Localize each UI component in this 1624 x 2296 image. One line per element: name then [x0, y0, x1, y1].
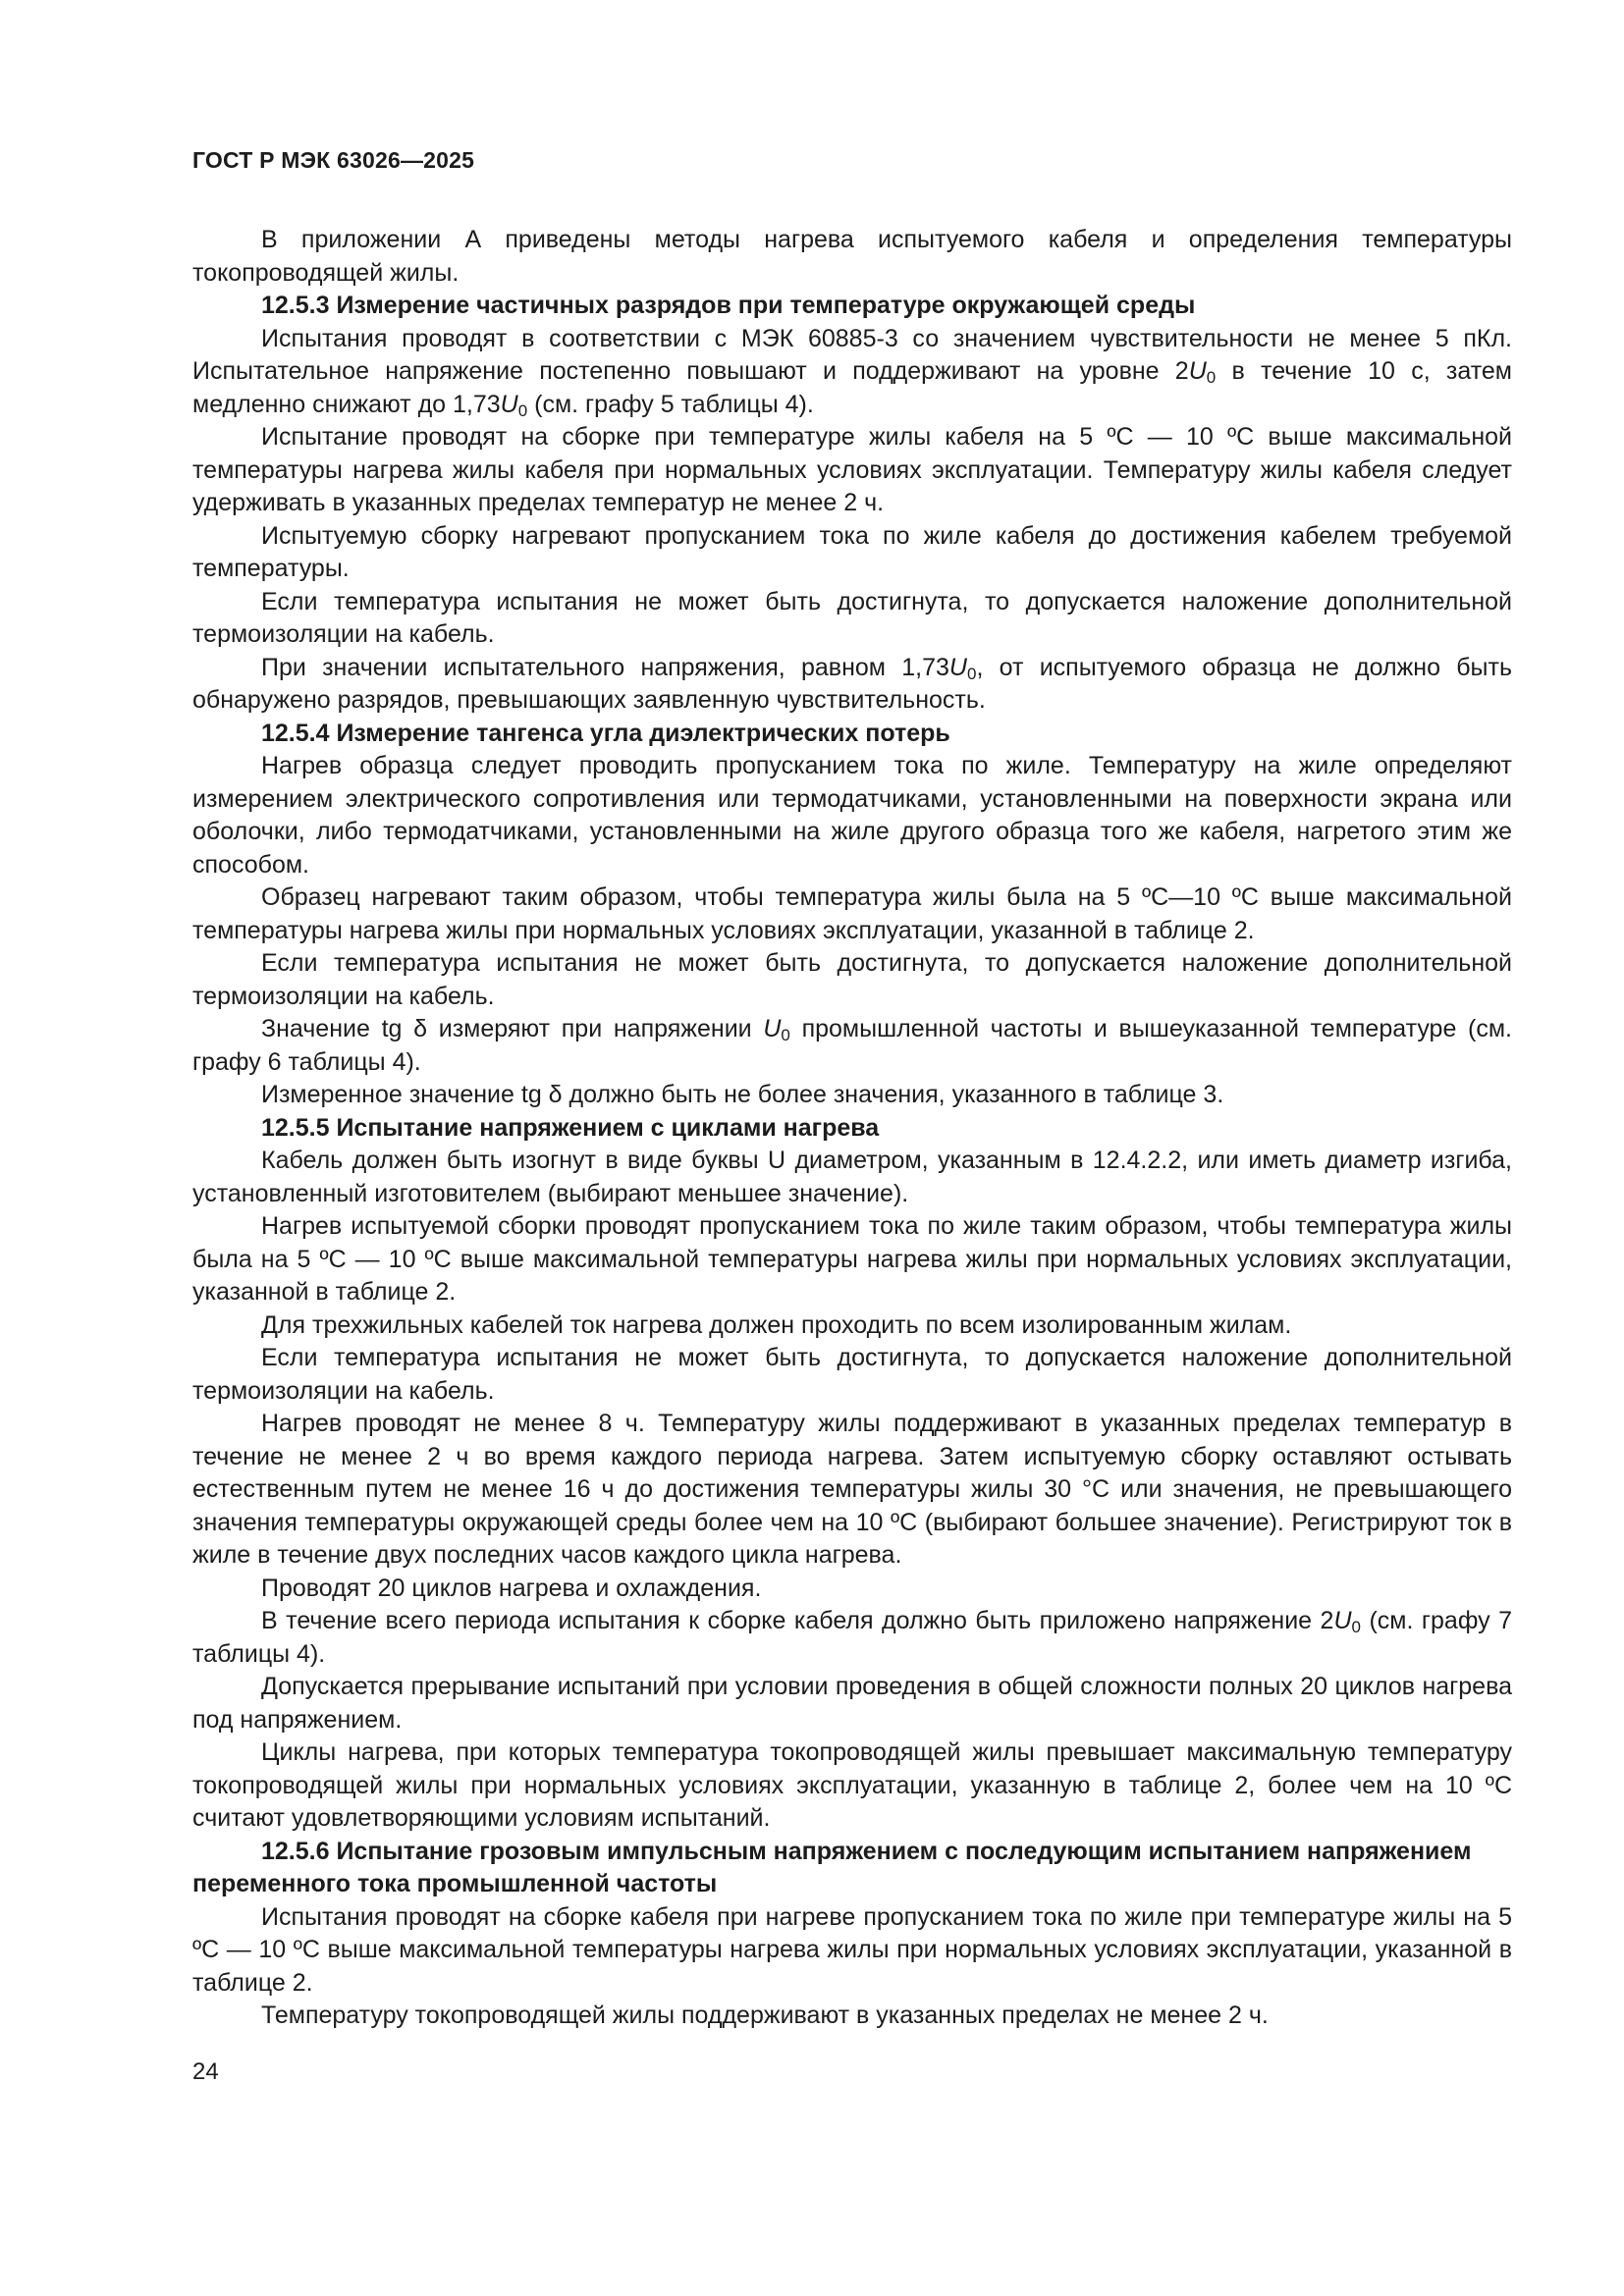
paragraph-pd-test-voltage: Испытания проводят в соответствии с МЭК 60885-3 со значением чувствительности не менее 5 пКл. Испытательное напряжение постепенно повышают и поддерживают на уровне $2U_0$ в течение 10 с, затем медленно снижают до $1,73U_0$ (см. графу 5 таблицы 4).: [192, 324, 1512, 420]
paragraph-tand-temperature: Образец нагревают таким образом, чтобы температура жилы была на 5 ºC—10 ºC выше максимальной температуры нагрева жилы при нормальных условиях эксплуатации, указанной в таблице 2.: [192, 883, 1512, 944]
section-heading-12-5-3: 12.5.3 Измерение частичных разрядов при температуре окружающей среды: [261, 292, 1196, 319]
paragraph-cycle-interruption: Допускается прерывание испытаний при условии проведения в общей сложности полных 20 циклов нагрева под напряжением.: [192, 1673, 1512, 1734]
section-heading-12-5-5: 12.5.5 Испытание напряжением с циклами нагрева: [261, 1113, 880, 1142]
paragraph-cycle-duration: Нагрев проводят не менее 8 ч. Температуру жилы поддерживают в указанных пределах температур в течение не менее 2 ч во время каждого периода нагрева. Затем испытуемую сборку оставляют остывать естественным путем не менее 16 ч до достижения температуры жилы 30 °C или значения, не превышающего значения температуры окружающей среды более чем на 10 ºC (выбирают большее значение). Регистрируют ток в жиле в течение двух последних часов каждого цикла нагрева.: [192, 1410, 1512, 1569]
paragraph-intro: В приложении А приведены методы нагрева испытуемого кабеля и определения температуры токопроводящей жилы.: [192, 226, 1512, 287]
paragraph-cycle-criterion: Циклы нагрева, при которых температура токопроводящей жилы превышает максимальную температуру токопроводящей жилы при нормальных условиях эксплуатации, указанную в таблице 2, более чем на 10 ºC считают удовлетворяющими условиям испытаний.: [192, 1738, 1512, 1832]
page-number: 24: [192, 2058, 219, 2085]
paragraph-impulse-duration: Температуру токопроводящей жилы поддерживают в указанных пределах не менее 2 ч.: [261, 2002, 1269, 2029]
paragraph-impulse-heating: Испытания проводят на сборке кабеля при нагреве пропусканием тока по жиле при температуре жилы на 5 ºC — 10 ºC выше максимальной температуры нагрева жилы при нормальных условиях эксплуатации, указанной в таблице 2.: [192, 1902, 1512, 1997]
paragraph-cycle-voltage: В течение всего периода испытания к сборке кабеля должно быть приложено напряжение $2U_0$ (см. графу 7 таблицы 4).: [192, 1607, 1512, 1668]
paragraph-tand-criterion: Измеренное значение tg δ должно быть не более значения, указанного в таблице 3.: [261, 1081, 1224, 1108]
paragraph-tand-heating: Нагрев образца следует проводить пропусканием тока по жиле. Температуру на жиле определяют измерением электрического сопротивления или термодатчиками, установленными на поверхности экрана или оболочки, либо термодатчиками, установленными на жиле другого образца того же кабеля, нагретого этим же способом.: [192, 752, 1512, 879]
paragraph-pd-heating: Испытуемую сборку нагревают пропусканием тока по жиле кабеля до достижения кабелем требуемой температуры.: [192, 521, 1512, 582]
section-heading-12-5-6: 12.5.6 Испытание грозовым импульсным напряжением с последующим испытанием напряжением переменного тока промышленной частоты: [192, 1837, 1472, 1897]
paragraph-pd-temperature: Испытание проводят на сборке при температуре жилы кабеля на 5 ºC — 10 ºC выше максимальной температуры нагрева жилы кабеля при нормальных условиях эксплуатации. Температуру жилы кабеля следует удерживать в указанных пределах температур не менее 2 ч.: [192, 423, 1512, 516]
document-header: ГОСТ Р МЭК 63026—2025: [192, 147, 475, 173]
section-heading-12-5-4: 12.5.4 Измерение тангенса угла диэлектрических потерь: [261, 719, 950, 747]
paragraph-tand-measure: Значение tg δ измеряют при напряжении $U_0$ промышленной частоты и вышеуказанной температуре (см. графу 6 таблицы 4).: [192, 1015, 1513, 1076]
document-body: [192, 224, 1512, 2033]
paragraph-cycle-count: Проводят 20 циклов нагрева и охлаждения.: [261, 1574, 762, 1602]
paragraph-pd-criterion: При значении испытательного напряжения, равном $1,73U_0$, от испытуемого образца не должно быть обнаружено разрядов, превышающих заявленную чувствительность.: [192, 653, 1513, 714]
paragraph-cycle-heating: Нагрев испытуемой сборки проводят пропусканием тока по жиле таким образом, чтобы температура жилы была на 5 ºC — 10 ºC выше максимальной температуры нагрева жилы при нормальных условиях эксплуатации, указанной в таблице 2.: [192, 1212, 1512, 1306]
paragraph-tand-insulation: Если температура испытания не может быть достигнута, то допускается наложение дополнительной термоизоляции на кабель.: [192, 949, 1512, 1010]
paragraph-pd-insulation: Если температура испытания не может быть достигнута, то допускается наложение дополнительной термоизоляции на кабель.: [192, 587, 1512, 648]
paragraph-cycle-bend: Кабель должен быть изогнут в виде буквы U диаметром, указанным в 12.4.2.2, или иметь диаметр изгиба, установленный изготовителем (выбирают меньшее значение).: [192, 1147, 1512, 1207]
paragraph-cycle-three-core: Для трехжильных кабелей ток нагрева должен проходить по всем изолированным жилам.: [261, 1310, 1292, 1339]
paragraph-cycle-insulation: Если температура испытания не может быть достигнута, то допускается наложение дополнительной термоизоляции на кабель.: [192, 1344, 1512, 1405]
